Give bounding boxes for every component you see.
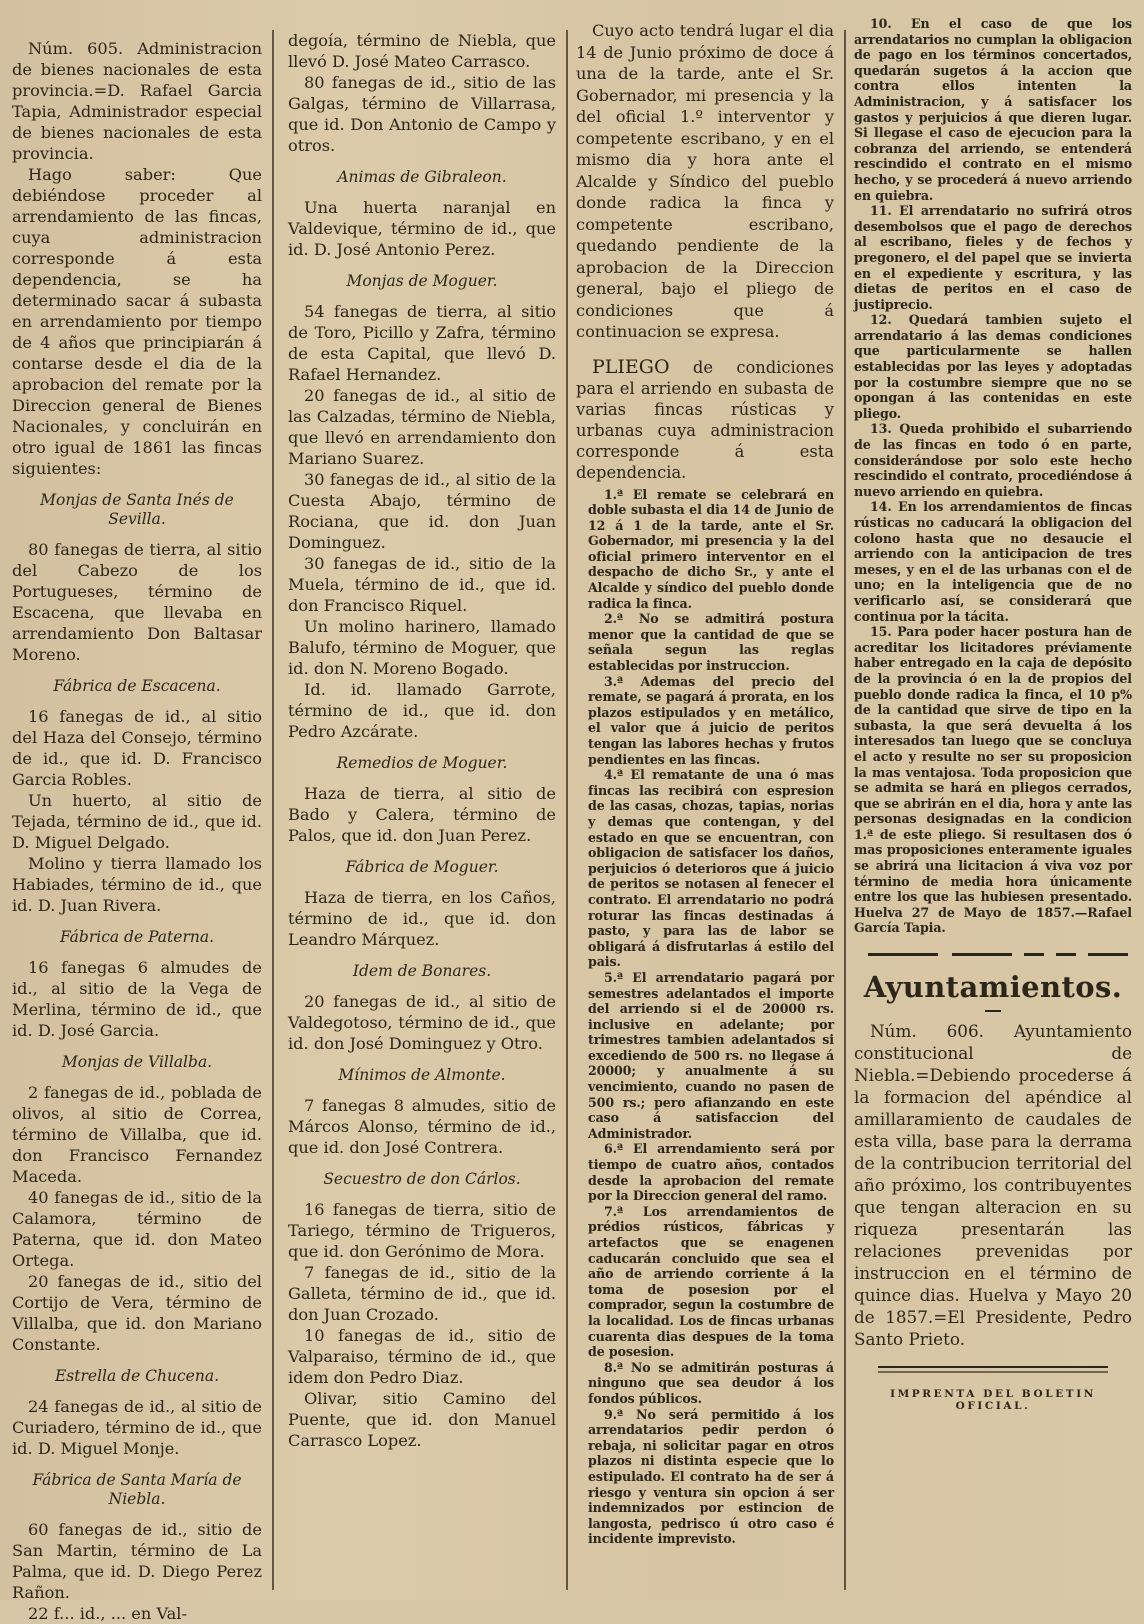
property-item: Haza de tierra, en los Caños, término de id., que id. don Leandro Márquez. <box>288 888 556 949</box>
notice-605-body: Hago saber: Que debiéndose proceder al arrendamiento de las fincas, cuya administracion corresponde á esta dependencia, se ha determinado sacar á subasta en arrendamiento por tiempo de 4 años que principiarán á contarse desde el dia de la aprobacion del remate por la Direccion general de Bienes Nacionales, y concluirán en otro igual de 1861 las fincas siguientes: <box>12 165 262 478</box>
condition-item: 3.ª Ademas del precio del remate, se pagará á prorata, en los plazos estipulados y en metálico, el valor que á juicio de peritos tengan las labores hechas y frutos pendientes en las fincas. <box>588 673 834 767</box>
column-2 <box>282 0 560 1600</box>
condition-item: 1.ª El remate se celebrará en doble subasta el dia 14 de Junio de 12 á 1 de la tarde, ante el Sr. Gobernador, mi presencia y la del oficial primero interventor en el despacho de dicho Sr., y ante el Alcalde y síndico del pueblo donde radica la finca. <box>588 486 834 611</box>
property-item: 7 fanegas de id., sitio de la Galleta, término de id., que id. don Juan Crozado. <box>288 1263 556 1324</box>
property-item: 30 fanegas de id., sitio de la Muela, término de id., que id. don Francisco Riquel. <box>288 554 556 615</box>
property-item: 40 fanegas de id., sitio de la Calamora, término de Paterna, que id. don Mateo Ortega. <box>12 1188 262 1270</box>
property-item: Haza de tierra, al sitio de Bado y Calera, término de Palos, que id. don Juan Perez. <box>288 784 556 845</box>
section-heading: Monjas de Santa Inés de Sevilla. <box>40 491 234 528</box>
property-item: 2 fanegas de id., poblada de olivos, al sitio de Correa, término de Villalba, que id. don Francisco Fernandez Maceda. <box>12 1083 262 1186</box>
condition-item: 8.ª No se admitirán posturas á ninguno que sea deudor á los fondos públicos. <box>588 1359 834 1406</box>
conditions-list <box>588 487 834 1547</box>
notice-605-header: Núm. 605. Administracion de bienes nacionales de esta provincia.=D. Rafael Garcia Tapia, Administrador especial de bienes nacionales de esta provincia. <box>12 39 262 163</box>
property-item: 24 fanegas de id., al sitio de Curiadero, término de id., que id. D. Miguel Monje. <box>12 1397 262 1458</box>
property-item: Olivar, sitio Camino del Puente, que id. don Manuel Carrasco Lopez. <box>288 1389 556 1450</box>
property-item: 22 f... id., ... en Val- <box>28 1604 187 1623</box>
condition-item: 11. El arrendatario no sufrirá otros desembolsos que el pago de derechos al escribano, fieles y de fechos y pregonero, el del papel que se invierta en el expediente y escritura, y las dietas de peritos en el caso de justiprecio. <box>854 203 1132 312</box>
property-item: Una huerta naranjal en Valdevique, término de id., que id. D. José Antonio Perez. <box>288 198 556 259</box>
property-item: 60 fanegas de id., sitio de San Martin, término de La Palma, que id. D. Diego Perez Rañon. <box>12 1520 262 1602</box>
property-item: Un molino harinero, llamado Balufo, término de Moguer, que id. don N. Moreno Bogado. <box>288 617 556 678</box>
condition-item: 7.ª Los arrendamientos de prédios rústicos, fábricas y artefactos que se enagenen caducarán concluido que sea el año de arriendo corriente á la toma de posesion por el comprador, segun la costumbre de la localidad. Los de fincas urbanas cuarenta dias despues de la toma de posesion. <box>588 1203 834 1360</box>
section-heading: Idem de Bonares. <box>352 962 492 980</box>
conditions-list-continued <box>854 16 1132 936</box>
condition-item: 10. En el caso de que los arrendatarios no cumplan la obligacion de pago en los términos concertados, quedarán sugetos á la accion que contra ellos intenten la Administracion, y á satisfacer los gastos y perjuicios á que dieren lugar. Si llegase el caso de ejecucion para la cobranza del arriendo, se entenderá rescindido el contrato en el mismo hecho, y se procederá á nuevo arriendo en quiebra. <box>854 16 1132 203</box>
notice-606: Núm. 606. Ayuntamiento constitucional de Niebla.=Debiendo procederse á la formacion del apéndice al amillaramiento de caudales de esta villa, base para la derrama de la contribucion territorial del año próximo, los contribuyentes que tengan alteracion en su riqueza presentarán las relaciones prevenidas por instruccion en el término de quince dias. Huelva y Mayo 20 de 1857.=El Presidente, Pedro Santo Prieto. <box>854 1021 1132 1350</box>
condition-item: 2.ª No se admitirá postura menor que la cantidad de que se señala segun las reglas establecidas por instruccion. <box>588 611 834 674</box>
condition-item: 9.ª No será permitido á los arrendatarios pedir perdon ó rebaja, ni solicitar pagar en otros plazos ni distinta especie que lo estipulado. El contrato ha de ser á riesgo y ventura sin opcion á ser indemnizados por estincion de langosta, pedrisco ú otro caso é incidente imprevisto. <box>588 1406 834 1547</box>
section-heading: Fábrica de Moguer. <box>345 858 499 876</box>
section-heading: Fábrica de Escacena. <box>53 677 221 695</box>
section-heading: Fábrica de Paterna. <box>59 928 215 946</box>
property-item: 30 fanegas de id., al sitio de la Cuesta Abajo, término de Rociana, que id. don Juan Dominguez. <box>288 470 556 552</box>
auction-announcement: Cuyo acto tendrá lugar el dia 14 de Junio próximo de doce á una de la tarde, ante el Sr. Gobernador, mi presencia y la del oficial 1.º interventor y competente escribano, y en el mismo dia y hora ante el Alcalde y Síndico del pueblo donde radica la finca y competente escribano, quedando pendiente de la aprobacion de la Direccion general, bajo el pliego de condiciones que á continuacion se expresa. <box>576 21 834 341</box>
title-rule <box>985 1010 1001 1012</box>
property-item: 80 fanegas de id., sitio de las Galgas, término de Villarrasa, que id. Don Antonio de Campo y otros. <box>288 73 556 155</box>
section-heading: Secuestro de don Cárlos. <box>323 1170 521 1188</box>
imprint-rules <box>854 1364 1132 1378</box>
section-heading: Fábrica de Santa María de Niebla. <box>32 1471 242 1508</box>
property-item: 7 fanegas 8 almudes, sitio de Márcos Alonso, término de id., que id. don José Contrera. <box>288 1096 556 1157</box>
condition-item: 5.ª El arrendatario pagará por semestres adelantados el importe del arriendo si el de 20000 rs. inclusive en adelante; por trimestres tambien adelantados si excediendo de 500 rs. no llegase á 20000; y anualmente á su vencimiento, cuando no pasen de 500 rs.; pero afianzando en este caso á satisfaccion del Administrador. <box>588 969 834 1141</box>
property-item: 20 fanegas de id., al sitio de las Calzadas, término de Niebla, que llevó en arrendamiento don Mariano Suarez. <box>288 386 556 468</box>
condition-item: 14. En los arrendamientos de fincas rústicas no caducará la obligacion del colono hasta que no desaucie el arriendo con la anticipacion de tres meses, y en el de las urbanas con el de uno; en la inteligencia que de no verificarlo así, se considerará que continua por la tácita. <box>854 499 1132 624</box>
condition-item: 6.ª El arrendamiento será por tiempo de cuatro años, contados desde la aprobacion del remate por la Direccion general del ramo. <box>588 1141 834 1204</box>
column-4 <box>850 0 1136 1600</box>
condition-item: 13. Queda prohibido el subarriendo de las fincas en todo ó en parte, considerándose por solo este hecho rescindido el contrato, procediéndose á nuevo arriendo en quiebra. <box>854 421 1132 499</box>
property-item: 20 fanegas de id., al sitio de Valdegotoso, término de id., que id. don José Dominguez y Otro. <box>288 992 556 1053</box>
column-rule <box>844 30 846 1590</box>
property-item: Molino y tierra llamado los Habiades, término de id., que id. D. Juan Rivera. <box>12 854 262 915</box>
property-item: 80 fanegas de tierra, al sitio del Cabezo de los Portugueses, término de Escacena, que llevaba en arrendamiento Don Baltasar Moreno. <box>12 540 262 664</box>
section-heading: Mínimos de Almonte. <box>338 1066 506 1084</box>
condition-item: 15. Para poder hacer postura han de acreditar los licitadores préviamente haber entregado en la caja de depósito de la provincia ó en la de propios del pueblo donde radica la finca, el 10 p% de la cantidad que sirve de tipo en la subasta, la que será devuelta á los interesados tan luego que se concluya el acto y resulte no ser su proposicion la mas ventajosa. Toda proposicion que se admita se hará en pliegos cerrados, que se abrirán en el dia, hora y ante las personas designadas en la condicion 1.ª de este pliego. Si resultasen dos ó mas proposiciones enteramente iguales se abrirá una licitacion á viva voz por término de media hora únicamente entre los que las hubiesen presentado. Huelva 27 de Mayo de 1857.—Rafael García Tapia. <box>854 624 1132 936</box>
pliego-title-lead: PLIEGO <box>592 355 670 378</box>
property-item: 20 fanegas de id., sitio del Cortijo de Vera, término de Villalba, que id. don Mariano Constante. <box>12 1272 262 1354</box>
property-item: 16 fanegas de tierra, sitio de Tariego, término de Trigueros, que id. don Gerónimo de Mora. <box>288 1200 556 1261</box>
column-rule <box>566 30 568 1590</box>
property-item-continued: degoía, término de Niebla, que llevó D. José Mateo Carrasco. <box>288 31 556 71</box>
section-heading: Monjas de Villalba. <box>61 1053 213 1071</box>
property-item: 54 fanegas de tierra, al sitio de Toro, Picillo y Zafra, término de esta Capital, que llevó D. Rafael Hernandez. <box>288 302 556 384</box>
condition-item: 4.ª El rematante de una ó mas fincas las recibirá con espresion de las casas, chozas, tapias, norias y demas que contengan, y del estado en que se encuentran, con obligacion de satisfacer los daños, perjuicios ó deterioros que á juicio de peritos se notasen al fenecer el contrato. El arrendatario no podrá roturar las fincas destinadas á pasto, y para las de labor se obligará á disfrutarlas á estilo del pais. <box>588 767 834 970</box>
pliego-title-rest: de condiciones para el arriendo en subasta de varias fincas rústicas y urbanas cuya administracion corresponde á esta dependencia. <box>576 357 834 482</box>
section-heading: Remedios de Moguer. <box>336 754 508 772</box>
column-1 <box>8 0 266 1623</box>
pliego-title <box>576 357 834 483</box>
condition-item: 12. Quedará tambien sujeto el arrendatario á las demas condiciones que particularmente se hallen establecidas por las leyes y adoptadas por la costumbre siempre que no se opongan á las contenidas en este pliego. <box>854 312 1132 421</box>
property-item: 16 fanegas 6 almudes de id., al sitio de la Vega de Merlina, término de id., que id. D. José Garcia. <box>12 958 262 1040</box>
section-divider <box>862 950 1132 960</box>
imprint-line: IMPRENTA DEL BOLETIN OFICIAL. <box>890 1388 1096 1413</box>
section-heading: Monjas de Moguer. <box>346 272 498 290</box>
column-3 <box>572 0 838 1600</box>
column-rule <box>272 30 274 1590</box>
section-title-ayuntamientos: Ayuntamientos. <box>863 970 1123 1005</box>
property-item: 10 fanegas de id., sitio de Valparaiso, término de id., que idem don Pedro Diaz. <box>288 1326 556 1387</box>
section-heading: Estrella de Chucena. <box>54 1367 219 1385</box>
property-item: Id. id. llamado Garrote, término de id., que id. don Pedro Azcárate. <box>288 680 556 741</box>
section-heading: Animas de Gibraleon. <box>337 168 507 186</box>
property-item: 16 fanegas de id., al sitio del Haza del Consejo, término de id., que id. D. Francisco Garcia Robles. <box>12 707 262 789</box>
property-item: Un huerto, al sitio de Tejada, término de id., que id. D. Miguel Delgado. <box>12 791 262 852</box>
